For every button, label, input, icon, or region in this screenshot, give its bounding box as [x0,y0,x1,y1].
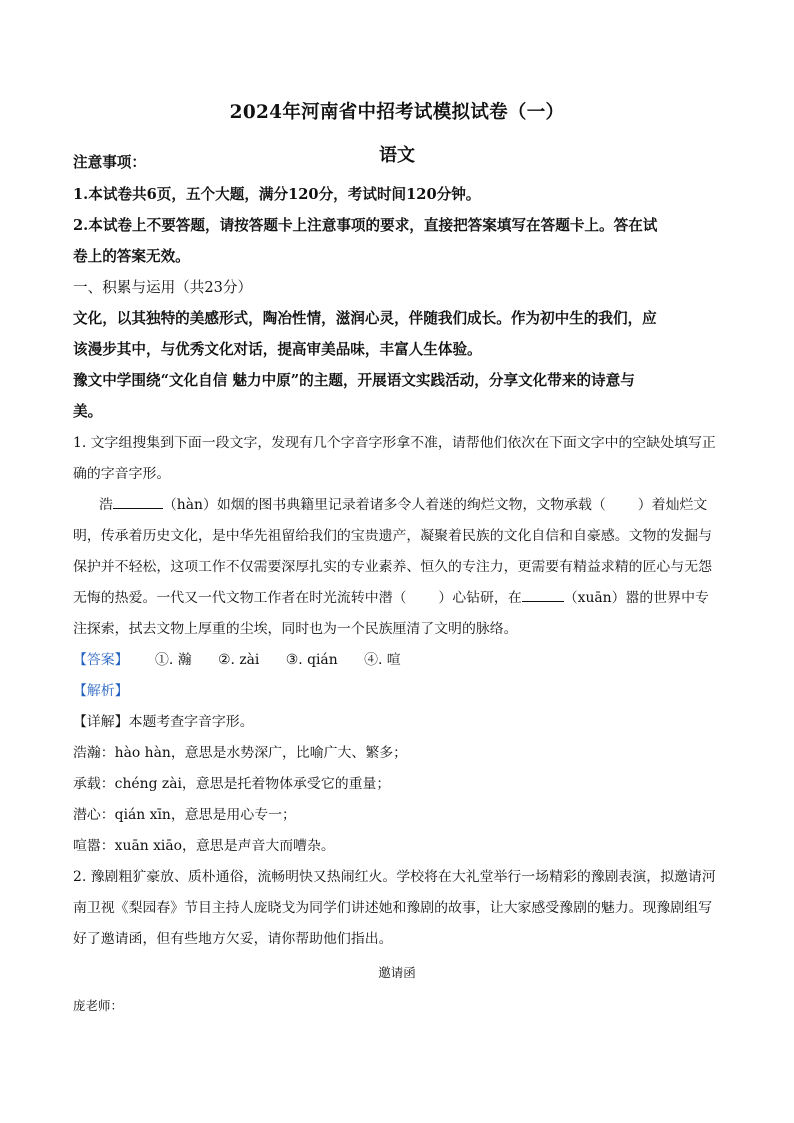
q1-passage-text: （xuān）嚣的世界中专 [563,590,709,606]
fill-blank-4 [522,587,564,602]
answer-item: ④. 喧 [364,652,401,668]
explanation-line: 潜心：qián xīn，意思是用心专一； [73,807,296,823]
q1-passage-line-5: 注探索，拭去文物上厚重的尘埃，同时也为一个民族厘清了文明的脉络。 [73,621,518,637]
explanation-line: 承载：chéng zài，意思是托着物体承受它的重量； [73,776,391,792]
q1-passage-line-1 [99,493,749,513]
explanation-line: 喧嚣：xuān xiāo，意思是声音大而嘈杂。 [73,838,335,854]
q1-passage-line-4 [73,586,723,606]
invitation-salutation: 庞老师： [73,998,124,1013]
exam-title: 2024年河南省中招考试模拟试卷（一） [229,102,565,123]
q1-answer-row [73,648,723,668]
q1-stem-line-1: 1. 文字组搜集到下面一段文字，发现有几个字音字形拿不准，请帮他们依次在下面文字中的空缺处填写正 [73,435,716,451]
answer-label: 【答案】 [73,652,129,668]
detail-line: 【详解】本题考查字音字形。 [73,714,254,730]
section-1-intro-line-2: 该漫步其中，与优秀文化对话，提高审美品味，丰富人生体验。 [73,341,482,358]
q1-passage-line-2: 明，传承着历史文化，是中华先祖留给我们的宝贵遗产，凝聚着民族的文化自信和自豪感。文物的发掘与 [73,528,712,544]
notes-heading: 注意事项： [73,154,146,171]
q1-passage-line-3: 保护并不轻松，这项工作不仅需要深厚扎实的专业素养、恒久的专注力，更需要有精益求精的匠心与无怨 [73,559,712,575]
section-1-heading: 一、积累与运用（共23分） [73,279,253,296]
notes-item-2-line-2: 卷上的答案无效。 [73,248,190,265]
q2-stem-line-1: 2. 豫剧粗犷豪放、质朴通俗，流畅明快又热闹红火。学校将在大礼堂举行一场精彩的豫剧表演，拟邀请河 [73,869,716,885]
q1-stem-line-2: 确的字音字形。 [73,466,171,482]
subject-title: 语文 [379,145,415,166]
notes-item-1: 1.本试卷共6页，五个大题，满分120分，考试时间120分钟。 [73,186,481,203]
q1-passage-text: 无悔的热爱。一代又一代文物工作者在时光流转中潜（ [73,590,407,606]
answer-item: ③. qián [285,652,338,668]
q1-passage-text: （hàn）如烟的图书典籍里记录着诸多令人着迷的绚烂文物，文物承载（ [162,497,606,513]
answer-item: ①. 瀚 [155,652,192,668]
answer-item: ②. zài [218,652,260,668]
fill-blank-1 [113,494,163,509]
notes-item-2-line-1: 2.本试卷上不要答题，请按答题卡上注意事项的要求，直接把答案填写在答题卡上。答在试 [73,217,658,234]
section-1-intro-line-3: 豫文中学围绕“文化自信 魅力中原”的主题，开展语文实践活动，分享文化带来的诗意与 [73,372,635,389]
explanation-line: 浩瀚：hào hàn，意思是水势深广，比喻广大、繁多； [73,745,407,761]
invitation-title: 邀请函 [378,965,416,980]
q2-stem-line-3: 好了邀请函，但有些地方欠妥，请你帮助他们指出。 [73,931,393,947]
q2-stem-line-2: 南卫视《梨园春》节目主持人庞晓戈为同学们讲述她和豫剧的故事，让大家感受豫剧的魅力。现豫剧组写 [73,900,712,916]
q1-passage-text: ）心钻研，在 [438,590,522,606]
section-1-intro-line-4: 美。 [73,403,103,420]
analysis-label: 【解析】 [73,683,129,699]
q1-passage-text: 浩 [99,497,113,513]
q1-passage-text: ）着灿烂文 [637,497,708,513]
section-1-intro-line-1: 文化，以其独特的美感形式，陶冶性情，滋润心灵，伴随我们成长。作为初中生的我们，应 [73,310,657,327]
